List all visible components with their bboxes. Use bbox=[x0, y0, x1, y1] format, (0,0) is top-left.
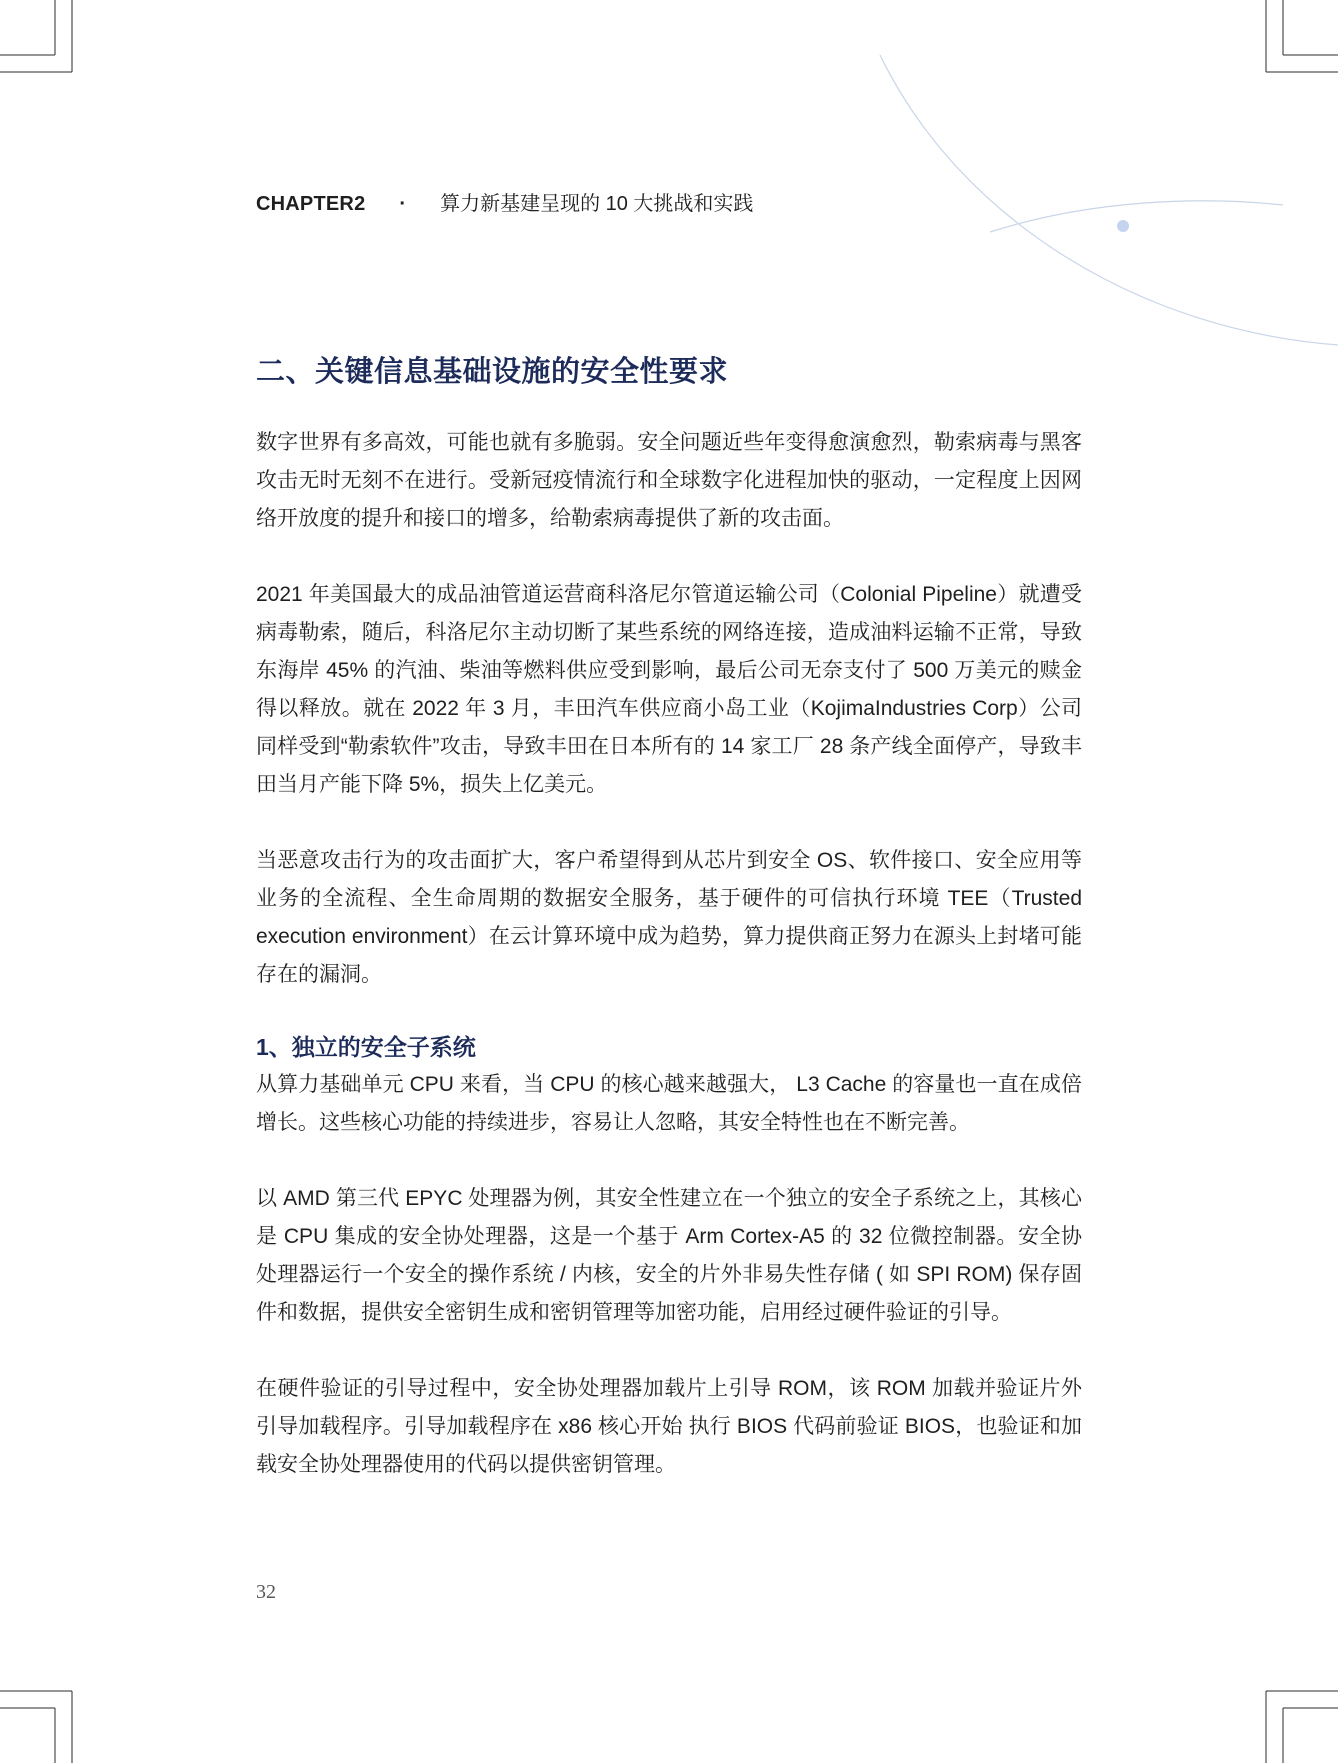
section-title: 二、关键信息基础设施的安全性要求 bbox=[256, 356, 729, 388]
header-separator: · bbox=[399, 193, 407, 215]
running-header bbox=[256, 190, 753, 218]
paragraph-cpu-evolution: 从算力基础单元 CPU 来看，当 CPU 的核心越来越强大， L3 Cache 的容量也一直在成倍增长。这些核心功能的持续进步，容易让人忽略，其安全特性也在不断完善。 bbox=[256, 1073, 1082, 1134]
chapter-title: 算力新基建呈现的 10 大挑战和实践 bbox=[440, 193, 754, 215]
paragraph-secure-boot: 在硬件验证的引导过程中，安全协处理器加载片上引导 ROM，该 ROM 加载并验证片外引导加载程序。引导加载程序在 x86 核心开始 执行 BIOS 代码前验证 BIOS，也验证和加载安全协处理器使用的代码以提供密钥管理。 bbox=[256, 1377, 1082, 1476]
paragraph-ransomware-cases: 2021 年美国最大的成品油管道运营商科洛尼尔管道运输公司（Colonial Pipeline）就遭受病毒勒索，随后，科洛尼尔主动切断了某些系统的网络连接，造成油料运输不正常，导致东海岸 45% 的汽油、柴油等燃料供应受到影响，最后公司无奈支付了 500 万美元的赎金得以释放。就在 2022 年 3 月，丰田汽车供应商小岛工业（KojimaIndustries Corp）公司同样受到“勒索软件”攻击，导致丰田在日本所有的 14 家工厂 28 条产线全面停产，导致丰田当月产能下降 5%，损失上亿美元。 bbox=[256, 583, 1082, 796]
paragraph-tee: 当恶意攻击行为的攻击面扩大，客户希望得到从芯片到安全 OS、软件接口、安全应用等业务的全流程、全生命周期的数据安全服务，基于硬件的可信执行环境 TEE（Trusted execution environment）在云计算环境中成为趋势，算力提供商正努力在源头上封堵可能存在的漏洞。 bbox=[256, 849, 1082, 986]
decorative-arc-small bbox=[990, 201, 1283, 232]
paragraph-amd-epyc: 以 AMD 第三代 EPYC 处理器为例，其安全性建立在一个独立的安全子系统之上，其核心是 CPU 集成的安全协处理器，这是一个基于 Arm Cortex-A5 的 32 位微控制器。安全协处理器运行一个安全的操作系统 / 内核，安全的片外非易失性存储 ( 如 SPI ROM) 保存固件和数据，提供安全密钥生成和密钥管理等加密功能，启用经过硬件验证的引导。 bbox=[256, 1187, 1082, 1324]
decorative-arc-large bbox=[880, 55, 1338, 345]
decorative-arcs bbox=[880, 55, 1338, 345]
page-number: 32 bbox=[256, 1581, 276, 1603]
main-content bbox=[256, 352, 1082, 1484]
chapter-label: CHAPTER2 bbox=[256, 193, 366, 215]
subsection-title: 1、独立的安全子系统 bbox=[256, 1034, 476, 1060]
paragraph-fragility: 数字世界有多高效，可能也就有多脆弱。安全问题近些年变得愈演愈烈，勒索病毒与黑客攻击无时无刻不在进行。受新冠疫情流行和全球数字化进程加快的驱动，一定程度上因网络开放度的提升和接口的增多，给勒索病毒提供了新的攻击面。 bbox=[256, 431, 1082, 530]
decorative-dot bbox=[1117, 220, 1129, 232]
